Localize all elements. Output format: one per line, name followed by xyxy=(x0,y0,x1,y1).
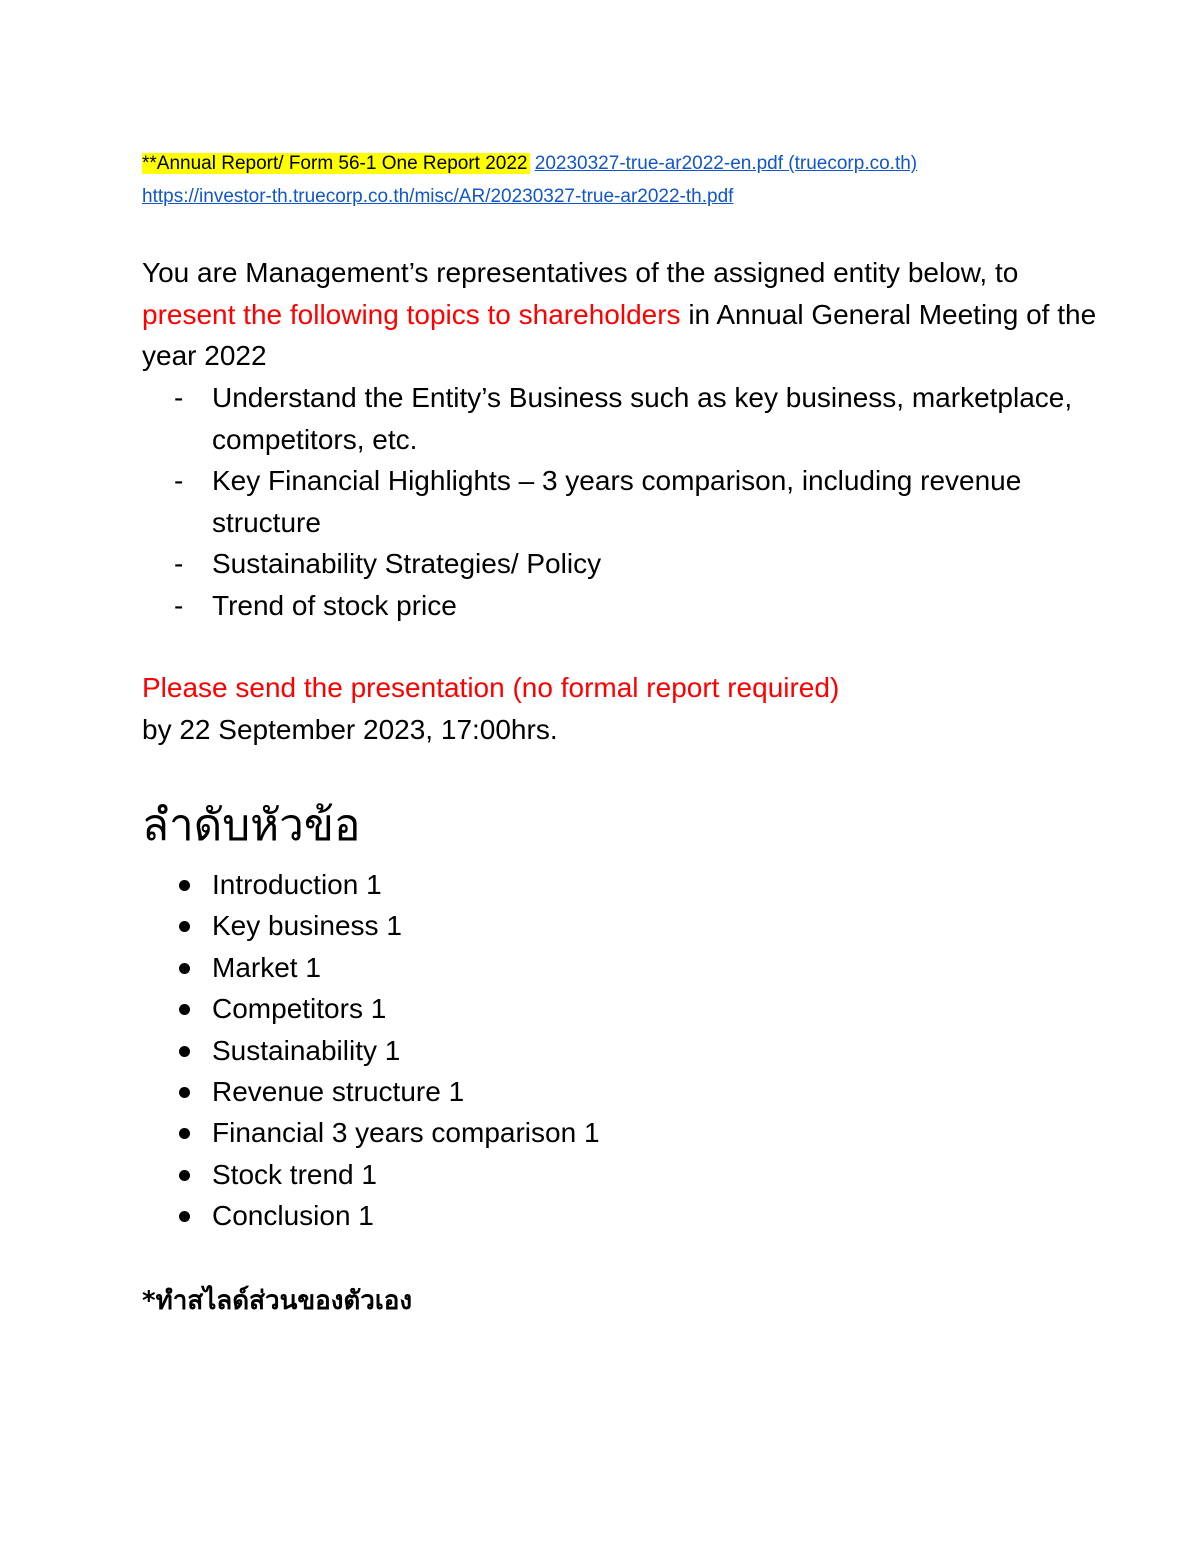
outline-item-text: Financial 3 years comparison 1 xyxy=(212,1117,600,1149)
bullet-dot-icon xyxy=(179,1046,190,1057)
bullet-dot-icon xyxy=(179,1087,190,1098)
intro-paragraph xyxy=(142,252,1102,377)
list-item xyxy=(142,377,1102,460)
annual-report-highlight: **Annual Report/ Form 56-1 One Report 2022 xyxy=(142,153,528,174)
list-item xyxy=(142,1195,600,1236)
outline-item-text: Conclusion 1 xyxy=(212,1200,374,1232)
bullet-dot-icon xyxy=(179,963,190,974)
outline-heading: ลำดับหัวข้อ xyxy=(142,800,361,851)
list-item xyxy=(142,585,1102,627)
intro-text-start: You are Management’s representatives of the assigned entity below, to xyxy=(142,257,1019,288)
bullet-dot-icon xyxy=(179,880,190,891)
dash-marker: - xyxy=(174,589,184,621)
intro-text-emphasis: present the following topics to shareholders xyxy=(142,298,681,330)
report-reference-line-2 xyxy=(142,185,733,209)
outline-item-text: Sustainability 1 xyxy=(212,1034,401,1066)
outline-item-text: Revenue structure 1 xyxy=(212,1076,465,1108)
footnote: *ทำสไลด์ส่วนของตัวเอง xyxy=(142,1286,413,1316)
dash-marker: - xyxy=(174,548,184,579)
bullet-dot-icon xyxy=(179,1170,190,1181)
bullet-dot-icon xyxy=(179,921,190,932)
deadline-block xyxy=(142,667,839,750)
list-item xyxy=(142,905,600,946)
topic-text: Key Financial Highlights – 3 years comparison, including revenue structure xyxy=(212,465,1022,538)
deadline-date: by 22 September 2023, 17:00hrs. xyxy=(142,713,558,745)
report-link-en[interactable]: 20230327-true-ar2022-en.pdf (truecorp.co.th) xyxy=(534,153,918,174)
list-item xyxy=(142,864,600,905)
topic-text: Sustainability Strategies/ Policy xyxy=(212,548,602,579)
deadline-instruction: Please send the presentation (no formal report required) xyxy=(142,672,840,703)
bullet-dot-icon xyxy=(179,1004,190,1015)
list-item xyxy=(142,1071,600,1112)
list-item xyxy=(142,543,1102,585)
bullet-dot-icon xyxy=(179,1211,190,1222)
outline-list xyxy=(142,864,600,1237)
outline-item-text: Competitors 1 xyxy=(212,993,387,1025)
list-item xyxy=(142,988,600,1029)
topic-text: Trend of stock price xyxy=(212,589,457,621)
bullet-dot-icon xyxy=(179,1128,190,1139)
list-item xyxy=(142,947,600,988)
outline-item-text: Market 1 xyxy=(212,951,321,983)
outline-item-text: Key business 1 xyxy=(212,910,402,942)
report-reference-line xyxy=(142,152,917,176)
list-item xyxy=(142,1154,600,1195)
intro-text-end: in Annual General Meeting of the year 2022 xyxy=(142,298,1097,371)
list-item xyxy=(142,1112,600,1153)
dash-marker: - xyxy=(174,382,184,413)
list-item xyxy=(142,1030,600,1071)
outline-item-text: Introduction 1 xyxy=(212,869,382,900)
topic-text: Understand the Entity’s Business such as key business, marketplace, competitors, etc. xyxy=(212,382,1073,455)
topics-list xyxy=(142,377,1102,626)
dash-marker: - xyxy=(174,465,184,496)
report-link-th[interactable]: https://investor-th.truecorp.co.th/misc/AR/20230327-true-ar2022-th.pdf xyxy=(142,186,734,207)
outline-item-text: Stock trend 1 xyxy=(212,1158,377,1190)
list-item xyxy=(142,460,1102,543)
